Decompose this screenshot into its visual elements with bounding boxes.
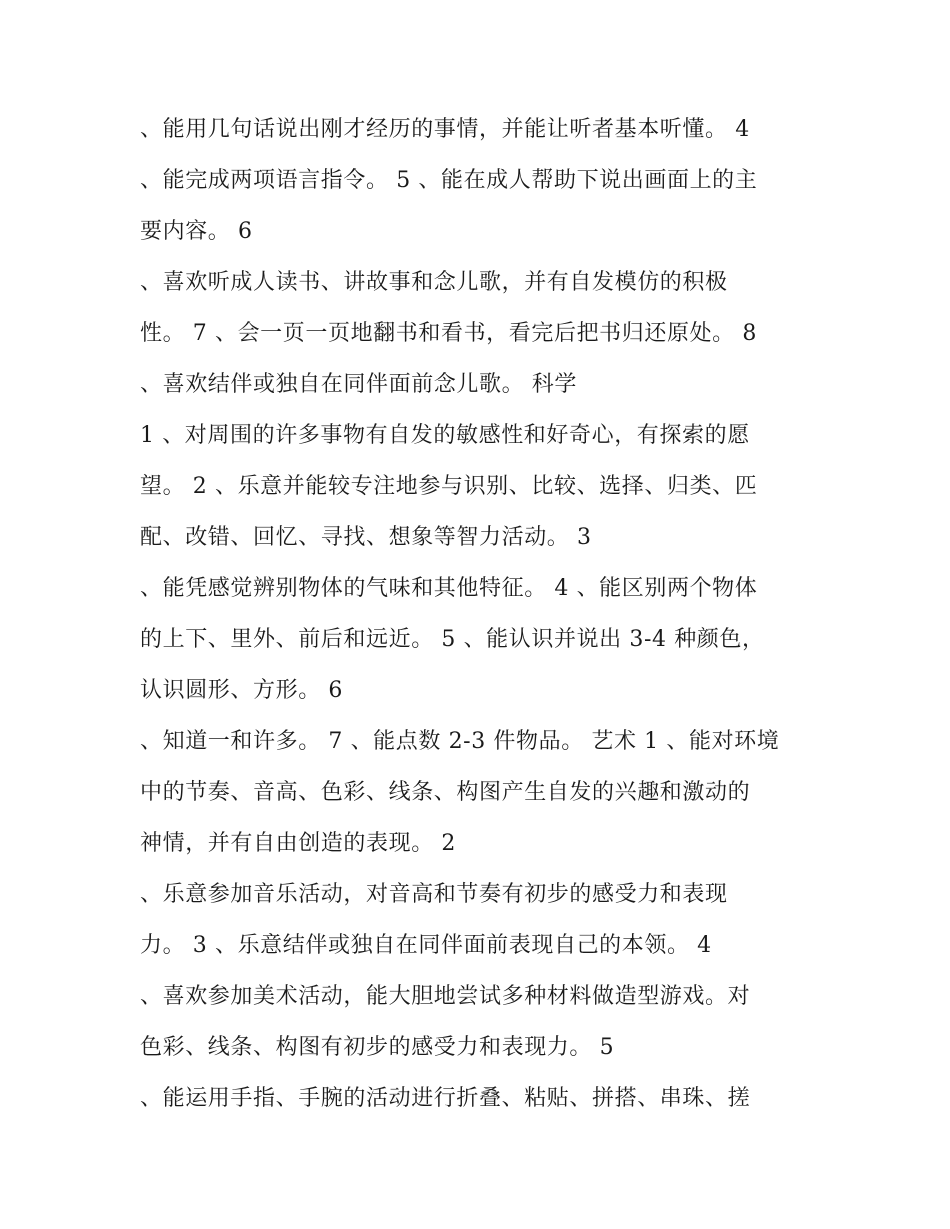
text-line: 、喜欢参加美术活动，能大胆地尝试多种材料做造型游戏。对	[140, 984, 751, 1009]
text-line: 、能运用手指、手腕的活动进行折叠、粘贴、拼搭、串珠、搓	[140, 1086, 751, 1111]
text-line: 、喜欢听成人读书、讲故事和念儿歌，并有自发模仿的积极	[140, 270, 728, 295]
text-line: 、乐意参加音乐活动，对音高和节奏有初步的感受力和表现	[140, 882, 728, 907]
text-line: 望。 2 、乐意并能较专注地参与识别、比较、选择、归类、匹	[140, 474, 758, 499]
text-line: 要内容。 6	[140, 219, 253, 244]
text-line: 色彩、线条、构图有初步的感受力和表现力。 5	[140, 1035, 615, 1060]
text-line: 力。 3 、乐意结伴或独自在同伴面前表现自己的本领。 4	[140, 933, 712, 958]
text-line: 中的节奏、音高、色彩、线条、构图产生自发的兴趣和激动的	[140, 780, 751, 805]
text-line: 性。 7 、会一页一页地翻书和看书，看完后把书归还原处。 8	[140, 321, 757, 346]
text-line: 、能完成两项语言指令。 5 、能在成人帮助下说出画面上的主	[140, 168, 758, 193]
text-line: 配、改错、回忆、寻找、想象等智力活动。 3	[140, 525, 592, 550]
text-line: 神情，并有自由创造的表现。 2	[140, 831, 456, 856]
text-line: 的上下、里外、前后和远近。 5 、能认识并说出 3-4 种颜色，	[140, 627, 765, 652]
text-line: 、能用几句话说出刚才经历的事情，并能让听者基本听懂。 4	[140, 117, 750, 142]
text-line: 1 、对周围的许多事物有自发的敏感性和好奇心，有探索的愿	[140, 423, 750, 448]
text-line: 认识圆形、方形。 6	[140, 678, 343, 703]
text-line: 、知道一和许多。 7 、能点数 2-3 件物品。 艺术 1 、能对环境	[140, 729, 780, 754]
text-line: 、能凭感觉辨别物体的气味和其他特征。 4 、能区别两个物体	[140, 576, 758, 601]
text-line: 、喜欢结伴或独自在同伴面前念儿歌。 科学	[140, 372, 577, 397]
document-body	[140, 104, 820, 1124]
